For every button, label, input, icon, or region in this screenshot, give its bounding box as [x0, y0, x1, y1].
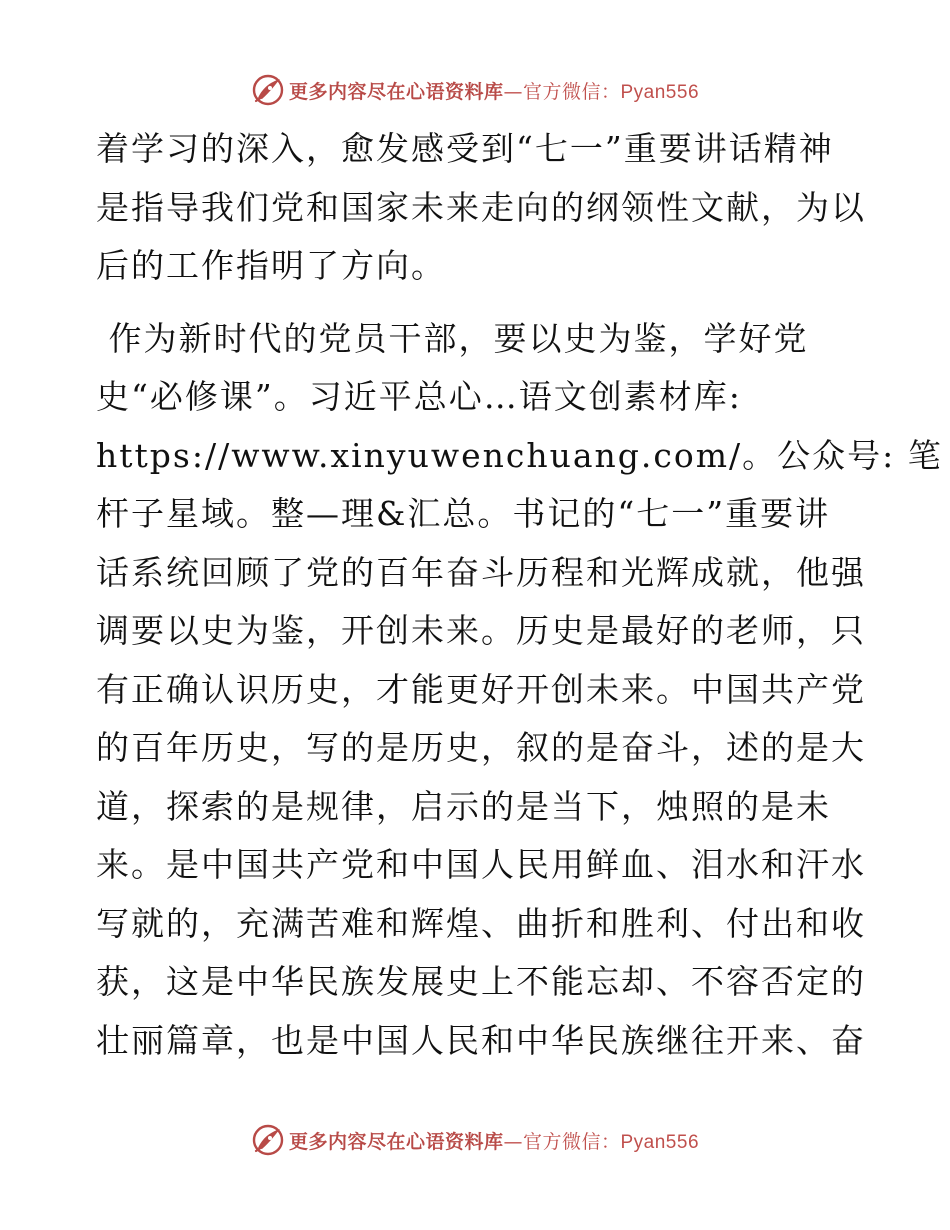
text-line: 杆子星域。整—理&汇总。书记的“七一”重要讲	[96, 494, 831, 533]
footer-wechat-id: Pyan556	[620, 1131, 700, 1153]
header-brand: 更多内容尽在心语资料库	[288, 80, 504, 103]
text-line: 调要以史为鉴，开创未来。历史是最好的老师，只	[96, 611, 866, 650]
text-line: 着学习的深入，愈发感受到“七一”重要讲话精神	[96, 129, 834, 168]
footer-wechat-label: 官方微信：	[522, 1130, 621, 1153]
footer-banner-text	[289, 1127, 699, 1154]
document-body	[96, 120, 943, 1070]
text-line: 获，这是中华民族发展史上不能忘却、不容否定的	[96, 962, 866, 1001]
text-line: 有正确认识历史，才能更好开创未来。中国共产党	[96, 669, 866, 709]
pen-nib-logo-icon	[251, 73, 285, 107]
text-line: 的百年历史，写的是历史，叙的是奋斗，述的是大	[96, 728, 866, 767]
footer-banner	[0, 1120, 950, 1160]
paragraph-2	[96, 310, 943, 1071]
header-banner	[0, 70, 950, 110]
paragraph-1	[96, 120, 866, 296]
text-line: 写就的，充满苦难和辉煌、曲折和胜利、付出和收	[96, 903, 866, 943]
text-line: 史“必修课”。习近平总心…语文创素材库:	[96, 377, 742, 416]
text-line: 后的工作指明了方向。	[96, 246, 446, 285]
pen-nib-logo-icon	[251, 1123, 285, 1157]
footer-brand: 更多内容尽在心语资料库	[288, 1130, 504, 1153]
text-line: 道，探索的是规律，启示的是当下，烛照的是未	[96, 786, 831, 826]
text-line: 来。是中国共产党和中国人民用鲜血、泪水和汗水	[96, 845, 866, 884]
header-separator: —	[503, 80, 523, 103]
text-line: 是指导我们党和国家未来走向的纲领性文献，为以	[96, 187, 866, 227]
header-wechat-id: Pyan556	[620, 81, 700, 103]
header-banner-text	[289, 77, 699, 104]
text-line: 话系统回顾了党的百年奋斗历程和光辉成就，他强	[96, 552, 866, 592]
text-line: 作为新时代的党员干部，要以史为鉴，学好党	[96, 318, 809, 358]
header-wechat-label: 官方微信：	[522, 80, 621, 103]
footer-separator: —	[503, 1130, 523, 1153]
text-line-url: https://www.xinyuwenchuang.com/。公众号: 笔	[96, 435, 943, 475]
text-line: 壮丽篇章，也是中国人民和中华民族继往开来、奋	[96, 1020, 866, 1060]
